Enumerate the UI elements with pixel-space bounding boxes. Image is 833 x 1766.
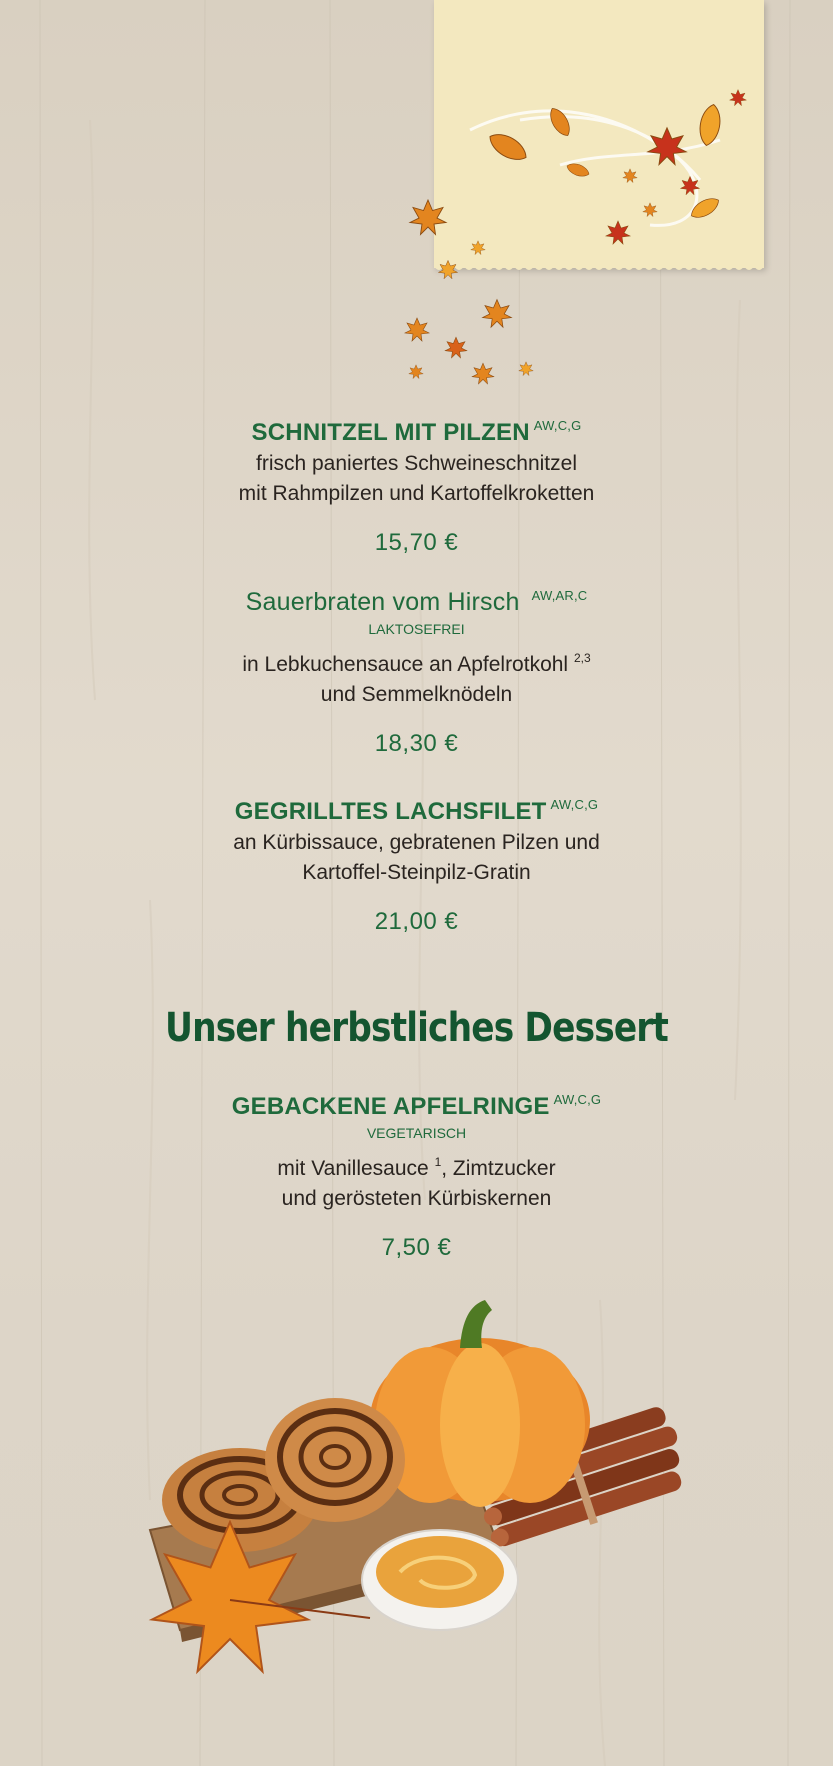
dish-name: GEGRILLTES LACHSFILET $^{AW,C,G}$ [234,797,599,825]
dish-lachsfilet [0,797,833,936]
sauce-bowl-icon [362,1530,518,1630]
dish-price: 21,00 € [374,908,459,935]
dish-apfelringe [0,1092,833,1262]
diet-tag: LAKTOSEFREI [368,621,465,637]
dish-price: 7,50 € [381,1234,452,1261]
dish-name: SCHNITZEL MIT PILZEN $^{AW,C,G}$ [251,418,582,446]
dish-description: an Kürbissauce, gebratenen Pilzen und Kartoffel-Steinpilz-Gratin [233,831,600,884]
allergen-codes: AW,C,G [553,1092,602,1107]
dish-sauerbraten [0,588,833,758]
allergen-codes: AW,C,G [550,797,599,812]
autumn-leaves-illustration [0,0,833,400]
allergen-codes: AW,AR,C [531,588,588,603]
diet-tag: VEGETARISCH [366,1125,467,1141]
dish-description: in Lebkuchensauce an Apfelrotkohl $^{2,3}$ und Semmelknödeln [242,651,591,706]
dessert-section-title: Unser herbstliches Dessert [165,1005,668,1051]
allergen-codes: AW,C,G [533,418,582,433]
dish-price: 15,70 € [374,529,459,556]
pumpkin-icon [370,1300,590,1507]
dish-name: GEBACKENE APFELRINGE $^{AW,C,G}$ [231,1092,602,1120]
leaf-icon [405,90,746,384]
dish-price: 18,30 € [374,730,459,757]
dish-schnitzel [0,418,833,557]
dish-description: frisch paniertes Schweineschnitzel mit Rahmpilzen und Kartoffelkroketten [238,452,595,505]
dish-description: mit Vanillesauce $^1$, Zimtzucker und gerösteten Kürbiskernen [277,1155,556,1210]
dish-name: Sauerbraten vom Hirsch $^{AW,AR,C}$ [245,588,588,616]
autumn-food-illustration [140,1300,700,1720]
